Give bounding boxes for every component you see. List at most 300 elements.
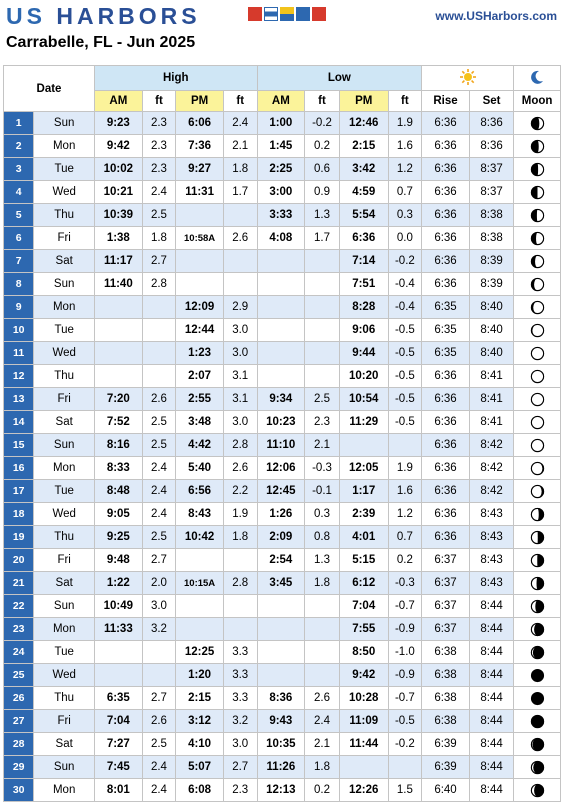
high-pm-cell: 6:08 [176, 779, 224, 802]
low-pm-ft-cell: -0.9 [388, 664, 422, 687]
low-am-ft-cell: 0.2 [305, 779, 340, 802]
flag-4-icon [296, 7, 310, 21]
set-cell: 8:40 [469, 296, 513, 319]
moon-phase-icon [514, 365, 561, 388]
high-pm-cell: 2:55 [176, 388, 224, 411]
weekday: Tue [34, 319, 95, 342]
weekday: Sun [34, 273, 95, 296]
rise-cell: 6:36 [422, 204, 470, 227]
set-cell: 8:44 [469, 641, 513, 664]
rise-cell: 6:39 [422, 733, 470, 756]
day-number: 12 [4, 365, 34, 388]
high-am-cell [95, 296, 143, 319]
rise-cell: 6:36 [422, 365, 470, 388]
high-am-ft-header: ft [142, 91, 176, 112]
table-row [4, 503, 561, 526]
ushabors-logo [6, 4, 201, 28]
high-pm-ft-cell: 3.3 [223, 664, 257, 687]
day-number: 28 [4, 733, 34, 756]
table-row [4, 618, 561, 641]
moon-phase-icon [514, 181, 561, 204]
flag-1-icon [248, 7, 262, 21]
set-cell: 8:42 [469, 457, 513, 480]
high-pm-cell: 2:15 [176, 687, 224, 710]
set-cell: 8:44 [469, 756, 513, 779]
high-am-ft-cell: 2.6 [142, 710, 176, 733]
low-am-cell: 12:13 [257, 779, 305, 802]
high-pm-ft-cell: 3.1 [223, 365, 257, 388]
high-pm-cell: 8:43 [176, 503, 224, 526]
set-cell: 8:40 [469, 319, 513, 342]
high-am-ft-cell [142, 641, 176, 664]
tide-table [3, 65, 561, 802]
high-am-cell: 10:21 [95, 181, 143, 204]
high-pm-cell [176, 618, 224, 641]
flag-3-icon [280, 7, 294, 21]
high-pm-ft-cell: 2.4 [223, 112, 257, 135]
low-pm-cell [339, 756, 388, 779]
low-am-ft-cell [305, 618, 340, 641]
high-am-ft-cell: 2.7 [142, 687, 176, 710]
low-am-cell [257, 618, 305, 641]
table-row [4, 779, 561, 802]
day-number: 9 [4, 296, 34, 319]
table-row [4, 549, 561, 572]
high-pm-cell: 1:23 [176, 342, 224, 365]
low-am-cell: 11:26 [257, 756, 305, 779]
rise-cell: 6:37 [422, 595, 470, 618]
rise-cell: 6:36 [422, 158, 470, 181]
table-row [4, 273, 561, 296]
high-am-cell: 11:17 [95, 250, 143, 273]
table-row [4, 112, 561, 135]
weekday: Fri [34, 710, 95, 733]
set-cell: 8:41 [469, 411, 513, 434]
low-am-ft-cell: 1.3 [305, 204, 340, 227]
high-pm-cell: 6:56 [176, 480, 224, 503]
rise-cell: 6:36 [422, 526, 470, 549]
low-am-cell: 11:10 [257, 434, 305, 457]
table-row [4, 710, 561, 733]
low-am-ft-cell: -0.2 [305, 112, 340, 135]
weekday: Thu [34, 687, 95, 710]
high-am-ft-cell: 2.3 [142, 112, 176, 135]
moon-phase-icon [514, 273, 561, 296]
high-pm-ft-cell: 2.8 [223, 572, 257, 595]
low-pm-ft-cell: 1.9 [388, 112, 422, 135]
high-pm-ft-cell [223, 618, 257, 641]
high-pm-ft-cell: 3.3 [223, 641, 257, 664]
low-am-ft-cell [305, 273, 340, 296]
low-pm-ft-cell: -0.7 [388, 595, 422, 618]
set-cell: 8:44 [469, 595, 513, 618]
set-cell: 8:43 [469, 503, 513, 526]
moon-phase-icon [514, 342, 561, 365]
weekday: Sat [34, 411, 95, 434]
low-pm-cell: 1:17 [339, 480, 388, 503]
low-pm-cell: 9:42 [339, 664, 388, 687]
low-am-ft-cell: 1.7 [305, 227, 340, 250]
high-pm-cell: 4:42 [176, 434, 224, 457]
high-pm-ft-cell: 1.9 [223, 503, 257, 526]
low-pm-ft-cell: -1.0 [388, 641, 422, 664]
low-pm-cell: 7:55 [339, 618, 388, 641]
low-pm-ft-cell: 0.7 [388, 181, 422, 204]
page-title: Carrabelle, FL - Jun 2025 [6, 34, 196, 51]
day-number: 7 [4, 250, 34, 273]
date-header: Date [4, 66, 95, 112]
table-row [4, 319, 561, 342]
high-am-cell: 7:20 [95, 388, 143, 411]
low-am-cell [257, 342, 305, 365]
weekday: Fri [34, 549, 95, 572]
low-pm-cell: 7:04 [339, 595, 388, 618]
high-pm-ft-header: ft [223, 91, 257, 112]
table-row [4, 756, 561, 779]
sun-header [422, 66, 514, 91]
high-am-ft-cell: 2.5 [142, 733, 176, 756]
moon-phase-icon [514, 664, 561, 687]
day-number: 19 [4, 526, 34, 549]
weekday: Mon [34, 457, 95, 480]
weekday: Thu [34, 365, 95, 388]
day-number: 5 [4, 204, 34, 227]
rise-cell: 6:36 [422, 273, 470, 296]
weekday: Sun [34, 112, 95, 135]
high-pm-ft-cell [223, 549, 257, 572]
high-am-cell: 1:22 [95, 572, 143, 595]
high-am-ft-cell [142, 365, 176, 388]
day-number: 4 [4, 181, 34, 204]
page-header [0, 0, 565, 62]
high-am-cell [95, 342, 143, 365]
low-pm-cell: 4:01 [339, 526, 388, 549]
moon-phase-icon [514, 319, 561, 342]
high-pm-ft-cell: 2.2 [223, 480, 257, 503]
flag-2-icon [264, 7, 278, 21]
high-pm-cell: 12:44 [176, 319, 224, 342]
high-am-ft-cell: 2.4 [142, 181, 176, 204]
low-pm-ft-cell: -0.7 [388, 687, 422, 710]
low-pm-cell: 10:28 [339, 687, 388, 710]
low-pm-cell: 7:14 [339, 250, 388, 273]
low-am-cell: 2:54 [257, 549, 305, 572]
weekday: Sun [34, 434, 95, 457]
set-cell: 8:37 [469, 158, 513, 181]
day-number: 13 [4, 388, 34, 411]
set-cell: 8:36 [469, 135, 513, 158]
day-number: 29 [4, 756, 34, 779]
set-cell: 8:44 [469, 779, 513, 802]
weekday: Mon [34, 135, 95, 158]
day-number: 22 [4, 595, 34, 618]
high-pm-cell: 4:10 [176, 733, 224, 756]
flag-5-icon [312, 7, 326, 21]
low-pm-cell: 7:51 [339, 273, 388, 296]
low-am-ft-cell [305, 641, 340, 664]
low-am-ft-cell [305, 664, 340, 687]
moon-phase-icon [514, 296, 561, 319]
day-number: 21 [4, 572, 34, 595]
high-pm-header: PM [176, 91, 224, 112]
high-pm-ft-cell: 1.8 [223, 526, 257, 549]
high-am-cell: 8:01 [95, 779, 143, 802]
moon-phase-icon [514, 112, 561, 135]
high-am-ft-cell [142, 296, 176, 319]
moon-phase-icon [514, 227, 561, 250]
high-am-ft-cell [142, 319, 176, 342]
high-am-ft-cell: 2.3 [142, 135, 176, 158]
low-pm-ft-cell: 1.2 [388, 158, 422, 181]
moon-phase-icon [514, 503, 561, 526]
set-cell: 8:42 [469, 480, 513, 503]
moon-phase-icon [514, 480, 561, 503]
table-row [4, 388, 561, 411]
moon-phase-icon [514, 779, 561, 802]
set-cell: 8:38 [469, 227, 513, 250]
low-pm-cell: 5:54 [339, 204, 388, 227]
weekday: Tue [34, 158, 95, 181]
weekday: Tue [34, 641, 95, 664]
set-cell: 8:43 [469, 549, 513, 572]
high-pm-cell: 10:42 [176, 526, 224, 549]
low-pm-ft-cell: -0.5 [388, 388, 422, 411]
low-am-cell: 1:00 [257, 112, 305, 135]
weekday: Tue [34, 480, 95, 503]
rise-cell: 6:40 [422, 779, 470, 802]
low-pm-ft-cell: 0.2 [388, 549, 422, 572]
low-am-cell: 10:35 [257, 733, 305, 756]
high-pm-cell [176, 250, 224, 273]
low-am-ft-cell: 2.5 [305, 388, 340, 411]
set-cell: 8:44 [469, 664, 513, 687]
rise-header: Rise [422, 91, 470, 112]
table-row [4, 664, 561, 687]
low-pm-cell: 11:09 [339, 710, 388, 733]
low-pm-ft-cell [388, 756, 422, 779]
high-am-cell: 8:33 [95, 457, 143, 480]
weekday: Mon [34, 779, 95, 802]
moon-phase-icon [514, 204, 561, 227]
low-pm-cell: 6:12 [339, 572, 388, 595]
high-am-cell: 10:39 [95, 204, 143, 227]
low-pm-ft-cell: 1.5 [388, 779, 422, 802]
high-am-cell: 9:25 [95, 526, 143, 549]
high-am-cell: 7:45 [95, 756, 143, 779]
rise-cell: 6:37 [422, 572, 470, 595]
high-pm-cell [176, 273, 224, 296]
high-pm-ft-cell [223, 273, 257, 296]
low-pm-cell: 5:15 [339, 549, 388, 572]
moon-phase-icon [514, 158, 561, 181]
set-cell: 8:39 [469, 273, 513, 296]
low-am-ft-cell: 1.8 [305, 572, 340, 595]
weekday: Wed [34, 664, 95, 687]
low-am-ft-cell: 0.2 [305, 135, 340, 158]
day-number: 24 [4, 641, 34, 664]
low-pm-cell: 9:44 [339, 342, 388, 365]
rise-cell: 6:36 [422, 135, 470, 158]
day-number: 11 [4, 342, 34, 365]
brand-us: US [6, 3, 46, 29]
rise-cell: 6:35 [422, 296, 470, 319]
moon-phase-icon [514, 434, 561, 457]
table-row [4, 296, 561, 319]
high-pm-ft-cell: 2.1 [223, 135, 257, 158]
table-row [4, 572, 561, 595]
high-pm-cell: 11:31 [176, 181, 224, 204]
low-am-cell: 1:26 [257, 503, 305, 526]
low-pm-ft-cell: 0.3 [388, 204, 422, 227]
rise-cell: 6:36 [422, 503, 470, 526]
low-am-header: AM [257, 91, 305, 112]
low-pm-ft-cell: 1.6 [388, 135, 422, 158]
low-pm-ft-cell: -0.2 [388, 250, 422, 273]
rise-cell: 6:35 [422, 319, 470, 342]
high-am-ft-cell: 2.5 [142, 526, 176, 549]
high-am-ft-cell: 2.4 [142, 779, 176, 802]
low-am-ft-cell: -0.1 [305, 480, 340, 503]
signal-flags-icon [248, 7, 328, 23]
high-am-ft-cell: 2.0 [142, 572, 176, 595]
rise-cell: 6:39 [422, 756, 470, 779]
high-am-ft-cell: 2.4 [142, 756, 176, 779]
low-am-cell [257, 641, 305, 664]
table-row [4, 411, 561, 434]
low-pm-cell: 4:59 [339, 181, 388, 204]
moon-phase-icon [514, 756, 561, 779]
high-am-header: AM [95, 91, 143, 112]
table-row [4, 687, 561, 710]
high-am-ft-cell: 2.4 [142, 480, 176, 503]
moon-phase-icon [514, 388, 561, 411]
high-pm-cell: 7:36 [176, 135, 224, 158]
high-pm-ft-cell: 3.1 [223, 388, 257, 411]
high-pm-cell: 10:58A [176, 227, 224, 250]
high-pm-cell [176, 595, 224, 618]
high-am-ft-cell [142, 664, 176, 687]
moon-phase-icon [514, 572, 561, 595]
low-am-cell: 12:06 [257, 457, 305, 480]
low-am-cell: 2:25 [257, 158, 305, 181]
low-pm-cell: 6:36 [339, 227, 388, 250]
high-am-ft-cell: 2.6 [142, 388, 176, 411]
high-am-cell: 8:16 [95, 434, 143, 457]
set-cell: 8:43 [469, 526, 513, 549]
low-am-cell: 3:00 [257, 181, 305, 204]
low-am-cell [257, 595, 305, 618]
set-cell: 8:40 [469, 342, 513, 365]
day-number: 10 [4, 319, 34, 342]
low-am-cell: 9:34 [257, 388, 305, 411]
low-am-cell [257, 664, 305, 687]
low-pm-ft-cell: -0.9 [388, 618, 422, 641]
high-pm-cell [176, 549, 224, 572]
high-pm-ft-cell [223, 204, 257, 227]
low-am-cell [257, 273, 305, 296]
rise-cell: 6:37 [422, 618, 470, 641]
high-pm-ft-cell: 2.3 [223, 779, 257, 802]
day-number: 1 [4, 112, 34, 135]
high-pm-ft-cell: 3.2 [223, 710, 257, 733]
rise-cell: 6:36 [422, 388, 470, 411]
high-am-ft-cell: 3.0 [142, 595, 176, 618]
set-cell: 8:43 [469, 572, 513, 595]
low-am-cell: 8:36 [257, 687, 305, 710]
moon-phase-icon [514, 618, 561, 641]
high-pm-cell: 5:07 [176, 756, 224, 779]
rise-cell: 6:35 [422, 342, 470, 365]
low-pm-cell: 2:15 [339, 135, 388, 158]
low-am-ft-cell: -0.3 [305, 457, 340, 480]
table-row [4, 181, 561, 204]
day-number: 23 [4, 618, 34, 641]
low-am-cell: 1:45 [257, 135, 305, 158]
low-pm-cell: 11:29 [339, 411, 388, 434]
low-am-cell [257, 250, 305, 273]
low-am-ft-cell: 1.8 [305, 756, 340, 779]
weekday: Mon [34, 618, 95, 641]
low-pm-cell: 8:28 [339, 296, 388, 319]
brand-harbors: HARBORS [56, 3, 201, 29]
day-number: 27 [4, 710, 34, 733]
low-am-cell [257, 319, 305, 342]
low-am-cell: 10:23 [257, 411, 305, 434]
moon-phase-icon [514, 457, 561, 480]
high-am-ft-cell: 2.7 [142, 549, 176, 572]
table-row [4, 434, 561, 457]
set-cell: 8:41 [469, 388, 513, 411]
moon-phase-icon [514, 710, 561, 733]
weekday: Sun [34, 756, 95, 779]
rise-cell: 6:36 [422, 227, 470, 250]
high-am-ft-cell: 2.7 [142, 250, 176, 273]
low-am-ft-cell: 0.8 [305, 526, 340, 549]
low-pm-cell: 11:44 [339, 733, 388, 756]
table-row [4, 595, 561, 618]
set-cell: 8:39 [469, 250, 513, 273]
high-am-cell: 8:48 [95, 480, 143, 503]
day-number: 16 [4, 457, 34, 480]
low-am-ft-cell: 2.4 [305, 710, 340, 733]
low-am-ft-cell: 0.6 [305, 158, 340, 181]
high-am-ft-cell: 2.8 [142, 273, 176, 296]
weekday: Fri [34, 388, 95, 411]
day-number: 25 [4, 664, 34, 687]
low-am-ft-cell: 2.1 [305, 733, 340, 756]
table-row [4, 365, 561, 388]
low-pm-cell [339, 434, 388, 457]
table-row [4, 457, 561, 480]
high-am-cell: 7:04 [95, 710, 143, 733]
set-cell: 8:41 [469, 365, 513, 388]
high-pm-cell: 6:06 [176, 112, 224, 135]
low-pm-ft-cell: 1.9 [388, 457, 422, 480]
day-number: 17 [4, 480, 34, 503]
low-am-ft-cell: 1.3 [305, 549, 340, 572]
high-pm-cell: 12:09 [176, 296, 224, 319]
low-pm-cell: 2:39 [339, 503, 388, 526]
low-am-cell: 3:33 [257, 204, 305, 227]
day-number: 15 [4, 434, 34, 457]
day-number: 26 [4, 687, 34, 710]
crescent-moon-icon [529, 76, 545, 88]
low-pm-cell: 10:54 [339, 388, 388, 411]
set-cell: 8:38 [469, 204, 513, 227]
low-am-ft-cell: 0.9 [305, 181, 340, 204]
rise-cell: 6:38 [422, 641, 470, 664]
website-link[interactable]: www.USHarbors.com [435, 9, 557, 23]
